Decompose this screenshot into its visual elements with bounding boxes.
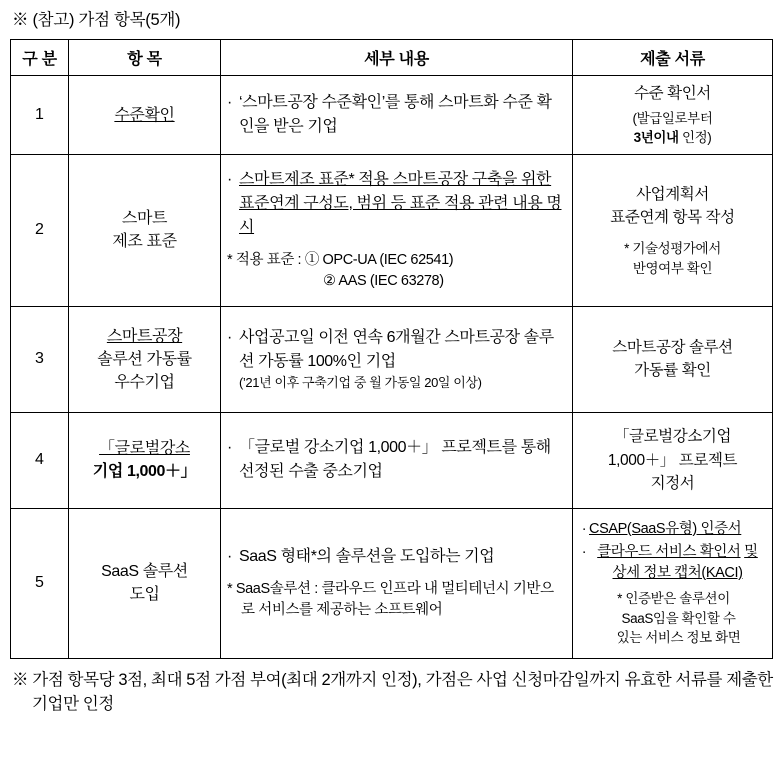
detail-text: 「글로벌 강소기업 1,000＋」 프로젝트를 통해 선정된 수출 중소기업 (239, 439, 551, 481)
detail-subnote: (’21년 이후 구축기업 중 월 가동일 20일 이상) (239, 374, 482, 390)
document-sub-rest: 인정) (678, 130, 712, 146)
bonus-points-table (10, 39, 773, 658)
row-document (573, 154, 773, 306)
table-body (11, 76, 773, 658)
row-item-line: SaaS 솔루션 (101, 563, 188, 581)
column-header-item: 항 목 (69, 40, 221, 76)
row-item (69, 412, 221, 508)
footnote-label: * 적용 표준 : (227, 251, 305, 268)
row-detail (221, 306, 573, 412)
row-item (69, 306, 221, 412)
row-item-line: 「글로벌강소 (99, 440, 190, 458)
bullet-icon: · (581, 520, 587, 537)
table-header-row (11, 40, 773, 76)
detail-text: SaaS 형태*의 솔루션을 도입하는 기업 (239, 547, 495, 565)
document-note-3: 있는 서비스 정보 화면 (616, 630, 741, 646)
bullet-icon: · (227, 328, 232, 346)
row-number: 4 (11, 412, 69, 508)
detail-text: 스마트제조 표준* 적용 스마트공장 구축을 위한 표준연계 구성도, 범위 등 표준 적용 관련 내용 명시 (239, 170, 562, 236)
row-document (573, 412, 773, 508)
row-detail (221, 76, 573, 154)
bullet-icon: · (581, 544, 587, 561)
footnote-body: 클라우드 인프라 내 멀티테넌시 기반으로 서비스를 제공하는 소프트웨어 (241, 580, 554, 619)
row-item-line: 제조 표준 (112, 233, 177, 251)
document-bullet-text (589, 542, 766, 583)
row-item-line: 스마트 (121, 210, 168, 228)
document-line-2: 1,000＋」 프로젝트 (607, 451, 738, 469)
row-detail (221, 154, 573, 306)
row-number: 5 (11, 508, 69, 658)
document-note-2: SaaS임을 확인할 수 (621, 610, 736, 626)
document-bullet-text-line2: 및 상세 정보 캡처(KACI) (612, 544, 758, 581)
document-bullet-text: CSAP(SaaS유형) 인증서 (589, 520, 742, 537)
detail-text: ‘스마트공장 수준확인’를 통해 스마트화 수준 확인을 받은 기업 (239, 94, 552, 136)
row-number: 1 (11, 76, 69, 154)
document-main: 수준 확인서 (634, 85, 711, 103)
bullet-icon: · (227, 547, 232, 565)
row-item-line: 도입 (129, 586, 160, 604)
row-number: 3 (11, 306, 69, 412)
row-document (573, 508, 773, 658)
table-row (11, 76, 773, 154)
row-item (69, 154, 221, 306)
detail-footnote-second (227, 271, 566, 293)
table-row (11, 306, 773, 412)
document-line-3: 지정서 (650, 474, 695, 492)
row-number: 2 (11, 154, 69, 306)
table-row (11, 508, 773, 658)
row-item-line: 스마트공장 (106, 327, 183, 345)
document-line-2: 표준연계 항목 작성 (610, 208, 735, 226)
reference-note-top: ※ (참고) 가점 항목(5개) (12, 11, 181, 29)
reference-note-bottom: ※ 가점 항목당 3점, 최대 5점 가점 부여(최대 2개까지 인정), 가점은 사업 신청마감일까지 유효한 서류를 제출한 기업만 인정 (12, 670, 773, 713)
document-sub-emphasis: 3년이내 (633, 130, 679, 146)
row-item-line: 솔루션 가동률 (97, 350, 192, 368)
detail-text: 사업공고일 이전 연속 6개월간 스마트공장 솔루션 가동률 100%인 기업 (239, 328, 554, 370)
bullet-icon: · (227, 94, 232, 112)
document-line-2: 가동률 확인 (634, 362, 711, 380)
document-line-1: 사업계획서 (636, 185, 709, 203)
document-line-1: 스마트공장 솔루션 (612, 339, 733, 357)
bullet-icon: · (227, 170, 232, 188)
row-item (69, 76, 221, 154)
column-header-no: 구 분 (11, 40, 69, 76)
document-note-2: 반영여부 확인 (632, 260, 713, 276)
document-sub-line1: (발급일로부터 (632, 110, 713, 126)
table-header (11, 40, 773, 76)
column-header-detail: 세부 내용 (221, 40, 573, 76)
detail-footnote (227, 579, 566, 623)
footnote-item-2: ② AAS (IEC 63278) (323, 273, 444, 290)
row-detail (221, 412, 573, 508)
document-bullet-1 (579, 519, 766, 540)
document-note-1: * 인증받은 솔루션이 (617, 591, 730, 607)
document-line-1: 「글로벌강소기업 (613, 428, 732, 446)
row-item-line: 우수기업 (114, 373, 175, 391)
document-sub-line2 (579, 128, 766, 148)
footnote-item-1: ① OPC-UA (IEC 62541) (304, 251, 454, 268)
document-note-1: * 기술성평가에서 (624, 241, 721, 256)
row-document (573, 306, 773, 412)
footnote-label: * SaaS솔루션 : (227, 580, 322, 597)
column-header-document: 제출 서류 (573, 40, 773, 76)
row-item-line: 수준확인 (114, 106, 175, 124)
document-bullet-text-line1: 클라우드 서비스 확인서 (597, 544, 741, 561)
document-bullet-2 (579, 542, 766, 583)
row-item-line: 기업 1,000＋」 (92, 463, 197, 481)
bullet-icon: · (227, 439, 232, 457)
row-item (69, 508, 221, 658)
table-row (11, 412, 773, 508)
row-detail (221, 508, 573, 658)
detail-footnote (227, 250, 566, 272)
row-document (573, 76, 773, 154)
table-row (11, 154, 773, 306)
